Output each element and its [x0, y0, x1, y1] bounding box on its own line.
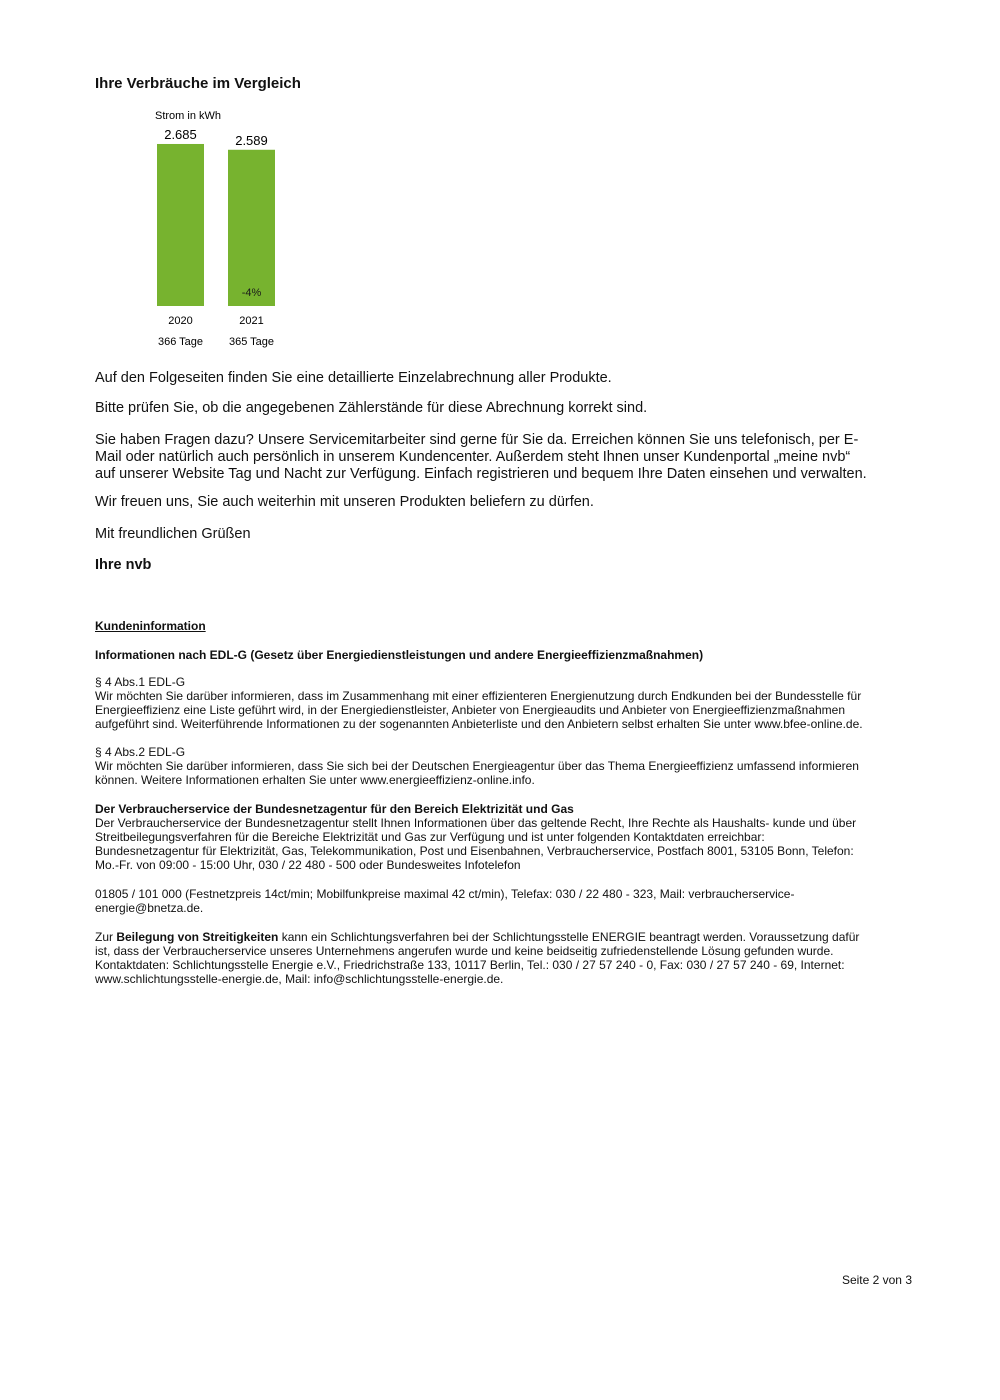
paragraph-thanks: Wir freuen uns, Sie auch weiterhin mit unseren Produkten beliefern zu dürfen.: [95, 494, 594, 510]
text-line: Kontaktdaten: Schlichtungsstelle Energie e.V., Friedrichstraße 133, 10117 Berlin, Tel.: 030 / 27 57 240 - 0, Fax: 030 / 27 57 240 - 69, Internet:: [95, 958, 845, 972]
text-line: Mail oder natürlich auch persönlich in unserem Kundencenter. Außerdem steht Ihnen unser Kundenportal „meine nvb“: [95, 449, 851, 465]
section-heading: § 4 Abs.1 EDL-G: [95, 675, 186, 689]
section-heading: Der Verbraucherservice der Bundesnetzagentur für den Bereich Elektrizität und Gas: [95, 802, 574, 816]
paragraph-check: Bitte prüfen Sie, ob die angegebenen Zählerstände für diese Abrechnung korrekt sind.: [95, 400, 648, 416]
text-line: energie@bnetza.de.: [95, 901, 204, 915]
consumption-chart: [140, 104, 300, 354]
text-line: Bundesnetzagentur für Elektrizität, Gas, Telekommunikation, Post und Eisenbahnen, Verbraucherservice, Postfach 8001, 53105 Bonn, Telefon:: [95, 844, 854, 858]
days-label: 366 Tage: [157, 336, 204, 348]
text-line: Der Verbraucherservice der Bundesnetzagentur stellt Ihnen Informationen über das geltende Recht, Ihre Rechte als Haushalts- kunde und über: [95, 816, 857, 830]
info-title: Kundeninformation: [95, 619, 206, 633]
section-edlg-abs1: [95, 675, 910, 731]
text-line: Streitbeilegungsverfahren für die Bereiche Elektrizität und Gas zur Verfügung und ist unter folgenden Kontaktdaten erreichbar:: [95, 830, 765, 844]
text-line: www.schlichtungsstelle-energie.de, Mail: info@schlichtungsstelle-energie.de.: [95, 972, 504, 986]
page-heading: Ihre Verbräuche im Vergleich: [95, 75, 301, 92]
section-schlichtung: [95, 930, 910, 986]
change-label: -4%: [241, 287, 262, 299]
text-line: Sie haben Fragen dazu? Unsere Servicemitarbeiter sind gerne für Sie da. Erreichen können Sie uns telefonisch, per E-: [95, 432, 859, 448]
text-line: Wir möchten Sie darüber informieren, dass Sie sich bei der Deutschen Energieagentur über das Thema Energieeffizienz umfassend informieren: [95, 759, 859, 773]
category-label: 2021: [239, 315, 264, 327]
category-label: 2020: [168, 315, 193, 327]
bar-2021: [228, 150, 275, 306]
bar-2020: [157, 144, 204, 306]
text-line: Energieeffizienz eine Liste geführt wird, in der Energiedienstleister, Anbieter von Energieaudits und Anbieter von Energieeffizienzmaßnahmen: [95, 703, 846, 717]
paragraph-questions: [95, 432, 910, 483]
section-heading: § 4 Abs.2 EDL-G: [95, 745, 186, 759]
text-line: Mo.-Fr. von 09:00 - 15:00 Uhr, 030 / 22 480 - 500 oder Bundesweites Infotelefon: [95, 858, 521, 872]
text-line: können. Weitere Informationen erhalten Sie unter www.energieeffizienz-online.info.: [95, 773, 535, 787]
text-line: Zur Beilegung von Streitigkeiten kann ein Schlichtungsverfahren bei der Schlichtungsstelle ENERGIE beantragt werden. Voraussetzung dafür: [95, 930, 860, 944]
chart-title: Strom in kWh: [154, 110, 222, 122]
text-line: auf unserer Website Tag und Nacht zur Verfügung. Einfach registrieren und bequem Ihre Daten einsehen und verwalten.: [95, 466, 867, 482]
text-line: Wir möchten Sie darüber informieren, dass im Zusammenhang mit einer effizienteren Energienutzung durch Endkunden bei der Bundesstelle für: [95, 689, 862, 703]
bold-phrase: Beilegung von Streitigkeiten: [116, 930, 279, 944]
paragraph-detail: Auf den Folgeseiten finden Sie eine detaillierte Einzelabrechnung aller Produkte.: [95, 370, 612, 386]
text-line: 01805 / 101 000 (Festnetzpreis 14ct/min; Mobilfunkpreise maximal 42 ct/min), Telefax: 030 / 22 480 - 323, Mail: verbraucherservice-: [95, 887, 795, 901]
section-edlg-abs2: [95, 745, 910, 787]
signature: Ihre nvb: [95, 557, 152, 573]
bar-value-label: 2.589: [235, 132, 268, 148]
section-verbraucherservice: [95, 802, 910, 872]
text-line: aufgeführt sind. Weiterführende Informationen zu der sogenannten Anbieterliste und den Anbietern selbst erhalten Sie unter www.bfee-online.de.: [95, 717, 863, 731]
info-subtitle: Informationen nach EDL-G (Gesetz über Energiedienstleistungen und andere Energieeffizienzmaßnahmen): [95, 648, 704, 662]
greeting: Mit freundlichen Grüßen: [95, 526, 251, 542]
page-number: Seite 2 von 3: [841, 1273, 912, 1287]
days-label: 365 Tage: [228, 336, 275, 348]
section-contact: [95, 887, 910, 915]
bar-value-label: 2.685: [164, 126, 197, 142]
text-line: ist, dass der Verbraucherservice unseres Unternehmens angerufen wurde und keine beidseitig zufriedenstellende Lösung gefunden wurde.: [95, 944, 834, 958]
